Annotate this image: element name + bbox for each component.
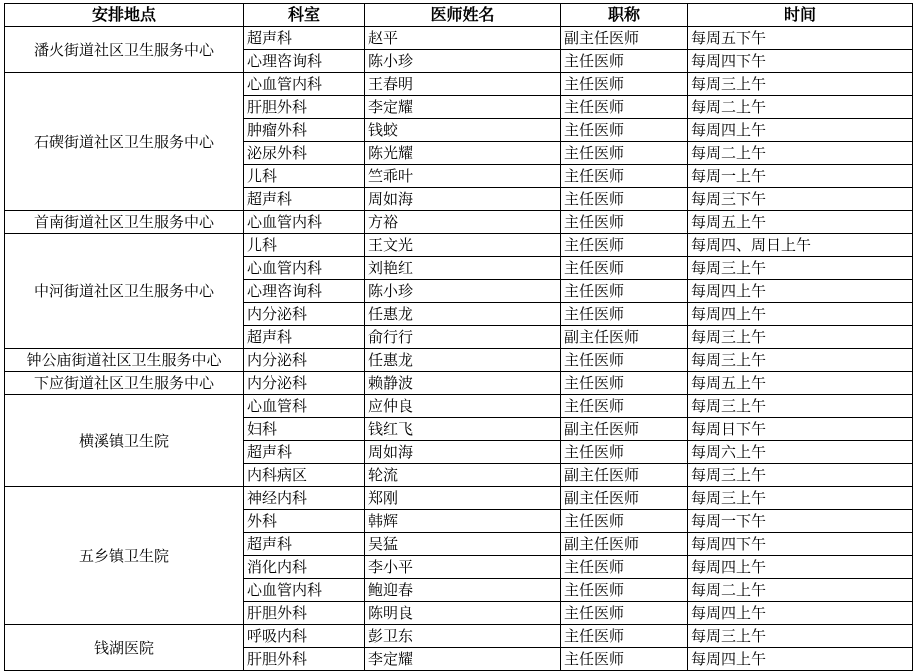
title-cell: 主任医师 (561, 96, 688, 119)
title-cell: 主任医师 (561, 579, 688, 602)
title-cell: 副主任医师 (561, 464, 688, 487)
header-department: 科室 (244, 4, 365, 27)
time-cell: 每周五上午 (688, 211, 913, 234)
table-row (5, 395, 913, 418)
doctor-name-cell: 王春明 (365, 73, 561, 96)
doctor-name-cell: 郑刚 (365, 487, 561, 510)
doctor-name-cell: 赖静波 (365, 372, 561, 395)
table-row (5, 349, 913, 372)
time-cell: 每周三上午 (688, 464, 913, 487)
department-cell: 内分泌科 (244, 303, 365, 326)
title-cell: 副主任医师 (561, 533, 688, 556)
time-cell: 每周三上午 (688, 395, 913, 418)
doctor-name-cell: 钱蛟 (365, 119, 561, 142)
department-cell: 超声科 (244, 533, 365, 556)
table-row (5, 487, 913, 510)
time-cell: 每周三下午 (688, 188, 913, 211)
department-cell: 外科 (244, 510, 365, 533)
header-title: 职称 (561, 4, 688, 27)
doctor-name-cell: 任惠龙 (365, 349, 561, 372)
title-cell: 主任医师 (561, 188, 688, 211)
doctor-name-cell: 赵平 (365, 27, 561, 50)
title-cell: 主任医师 (561, 372, 688, 395)
doctor-name-cell: 竺乖叶 (365, 165, 561, 188)
doctor-name-cell: 王文光 (365, 234, 561, 257)
time-cell: 每周四、周日上午 (688, 234, 913, 257)
department-cell: 心血管内科 (244, 73, 365, 96)
time-cell: 每周三上午 (688, 487, 913, 510)
department-cell: 肿瘤外科 (244, 119, 365, 142)
title-cell: 副主任医师 (561, 27, 688, 50)
department-cell: 心理咨询科 (244, 50, 365, 73)
doctor-name-cell: 刘艳红 (365, 257, 561, 280)
location-cell: 钱湖医院 (5, 625, 244, 671)
time-cell: 每周五上午 (688, 372, 913, 395)
time-cell: 每周三上午 (688, 257, 913, 280)
location-cell: 五乡镇卫生院 (5, 487, 244, 625)
department-cell: 超声科 (244, 441, 365, 464)
department-cell: 呼吸内科 (244, 625, 365, 648)
doctor-name-cell: 彭卫东 (365, 625, 561, 648)
doctor-name-cell: 韩辉 (365, 510, 561, 533)
title-cell: 主任医师 (561, 257, 688, 280)
doctor-name-cell: 轮流 (365, 464, 561, 487)
department-cell: 心血管内科 (244, 579, 365, 602)
time-cell: 每周三上午 (688, 73, 913, 96)
doctor-name-cell: 陈光耀 (365, 142, 561, 165)
time-cell: 每周四上午 (688, 303, 913, 326)
location-cell: 中河街道社区卫生服务中心 (5, 234, 244, 349)
department-cell: 神经内科 (244, 487, 365, 510)
table-row (5, 625, 913, 648)
time-cell: 每周三上午 (688, 625, 913, 648)
department-cell: 心理咨询科 (244, 280, 365, 303)
time-cell: 每周四下午 (688, 533, 913, 556)
department-cell: 儿科 (244, 165, 365, 188)
title-cell: 主任医师 (561, 349, 688, 372)
title-cell: 主任医师 (561, 441, 688, 464)
time-cell: 每周二上午 (688, 579, 913, 602)
title-cell: 主任医师 (561, 648, 688, 671)
title-cell: 副主任医师 (561, 418, 688, 441)
location-cell: 横溪镇卫生院 (5, 395, 244, 487)
department-cell: 肝胆外科 (244, 602, 365, 625)
doctor-name-cell: 李定耀 (365, 96, 561, 119)
header-time: 时间 (688, 4, 913, 27)
department-cell: 肝胆外科 (244, 96, 365, 119)
title-cell: 主任医师 (561, 395, 688, 418)
doctor-name-cell: 陈小珍 (365, 50, 561, 73)
time-cell: 每周三上午 (688, 326, 913, 349)
title-cell: 主任医师 (561, 119, 688, 142)
title-cell: 主任医师 (561, 602, 688, 625)
department-cell: 心血管内科 (244, 257, 365, 280)
time-cell: 每周四上午 (688, 119, 913, 142)
department-cell: 超声科 (244, 27, 365, 50)
department-cell: 超声科 (244, 326, 365, 349)
doctor-name-cell: 任惠龙 (365, 303, 561, 326)
doctor-name-cell: 应仲良 (365, 395, 561, 418)
title-cell: 副主任医师 (561, 326, 688, 349)
location-cell: 首南街道社区卫生服务中心 (5, 211, 244, 234)
title-cell: 主任医师 (561, 142, 688, 165)
table-body (5, 27, 913, 671)
department-cell: 超声科 (244, 188, 365, 211)
department-cell: 心血管内科 (244, 211, 365, 234)
header-location: 安排地点 (5, 4, 244, 27)
doctor-name-cell: 钱红飞 (365, 418, 561, 441)
department-cell: 泌尿外科 (244, 142, 365, 165)
title-cell: 主任医师 (561, 73, 688, 96)
time-cell: 每周三上午 (688, 349, 913, 372)
title-cell: 主任医师 (561, 234, 688, 257)
location-cell: 钟公庙街道社区卫生服务中心 (5, 349, 244, 372)
title-cell: 主任医师 (561, 211, 688, 234)
doctor-name-cell: 陈明良 (365, 602, 561, 625)
time-cell: 每周四上午 (688, 556, 913, 579)
department-cell: 肝胆外科 (244, 648, 365, 671)
table-row (5, 234, 913, 257)
doctor-name-cell: 周如海 (365, 441, 561, 464)
schedule-table (4, 3, 913, 671)
department-cell: 儿科 (244, 234, 365, 257)
title-cell: 主任医师 (561, 625, 688, 648)
time-cell: 每周二上午 (688, 142, 913, 165)
time-cell: 每周四上午 (688, 280, 913, 303)
department-cell: 妇科 (244, 418, 365, 441)
location-cell: 潘火街道社区卫生服务中心 (5, 27, 244, 73)
department-cell: 内分泌科 (244, 372, 365, 395)
department-cell: 内科病区 (244, 464, 365, 487)
time-cell: 每周一上午 (688, 165, 913, 188)
table-row (5, 372, 913, 395)
title-cell: 主任医师 (561, 50, 688, 73)
location-cell: 下应街道社区卫生服务中心 (5, 372, 244, 395)
time-cell: 每周四下午 (688, 50, 913, 73)
table-row (5, 211, 913, 234)
department-cell: 消化内科 (244, 556, 365, 579)
doctor-name-cell: 陈小珍 (365, 280, 561, 303)
header-doctor-name: 医师姓名 (365, 4, 561, 27)
table-row (5, 73, 913, 96)
time-cell: 每周二上午 (688, 96, 913, 119)
title-cell: 副主任医师 (561, 487, 688, 510)
time-cell: 每周一下午 (688, 510, 913, 533)
doctor-name-cell: 俞行行 (365, 326, 561, 349)
title-cell: 主任医师 (561, 556, 688, 579)
location-cell: 石碶街道社区卫生服务中心 (5, 73, 244, 211)
header-row (5, 4, 913, 27)
title-cell: 主任医师 (561, 510, 688, 533)
doctor-name-cell: 李定耀 (365, 648, 561, 671)
doctor-name-cell: 吴猛 (365, 533, 561, 556)
doctor-name-cell: 李小平 (365, 556, 561, 579)
time-cell: 每周五下午 (688, 27, 913, 50)
title-cell: 主任医师 (561, 165, 688, 188)
time-cell: 每周六上午 (688, 441, 913, 464)
title-cell: 主任医师 (561, 280, 688, 303)
doctor-name-cell: 鲍迎春 (365, 579, 561, 602)
time-cell: 每周日下午 (688, 418, 913, 441)
department-cell: 心血管科 (244, 395, 365, 418)
time-cell: 每周四上午 (688, 648, 913, 671)
time-cell: 每周四上午 (688, 602, 913, 625)
doctor-name-cell: 周如海 (365, 188, 561, 211)
title-cell: 主任医师 (561, 303, 688, 326)
table-row (5, 27, 913, 50)
department-cell: 内分泌科 (244, 349, 365, 372)
doctor-name-cell: 方裕 (365, 211, 561, 234)
